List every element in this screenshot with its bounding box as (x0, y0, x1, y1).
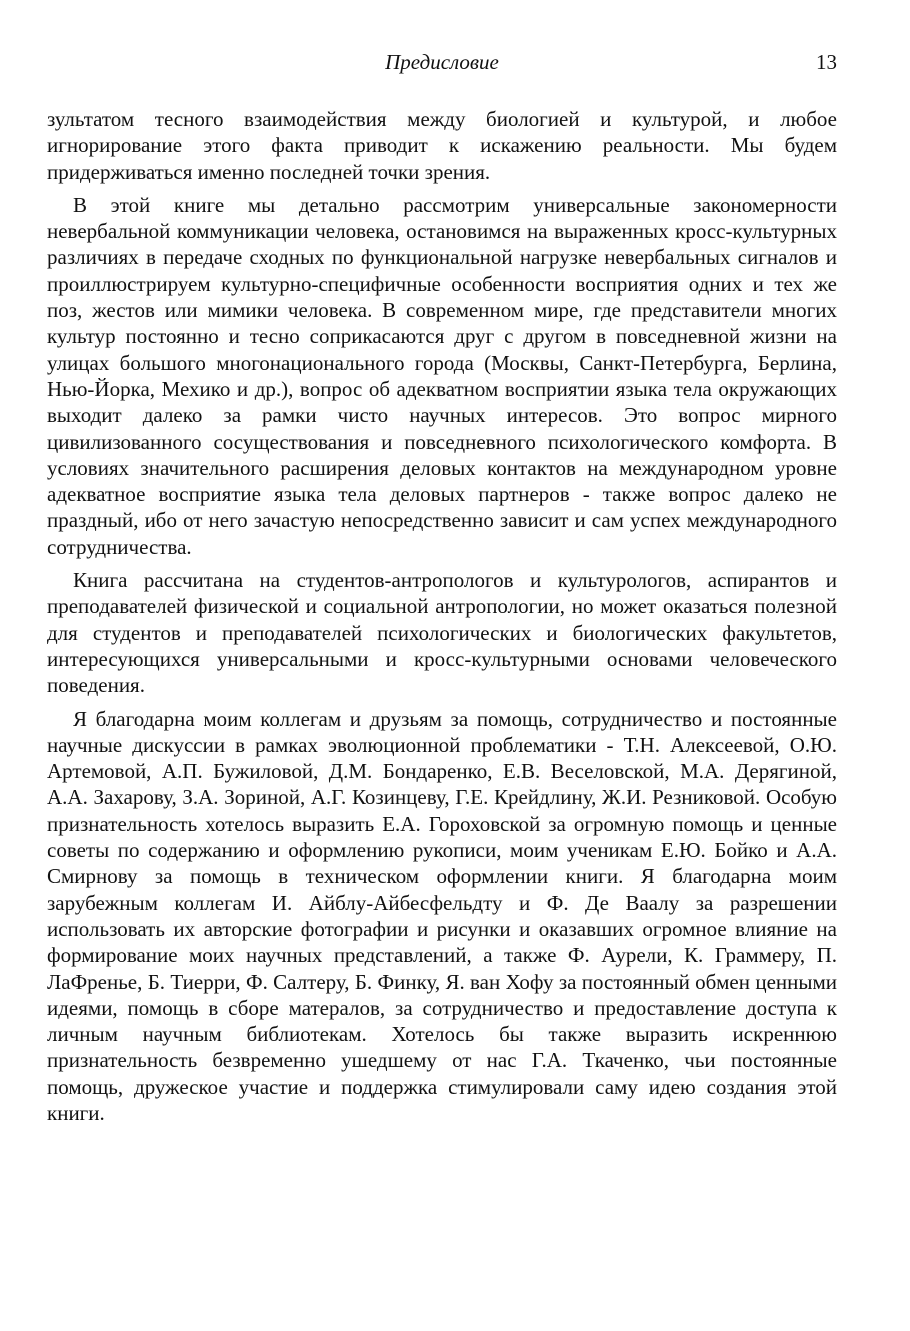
page-number: 13 (816, 50, 837, 74)
body-text (47, 106, 837, 1133)
paragraph-continuation: зультатом тесного взаимодействия между биологией и культурой, и любое игнорирование этого факта приводит к искажению реальности. Мы будем придерживаться именно последней точки зрения. (47, 107, 837, 184)
paragraph-book-scope: В этой книге мы детально рассмотрим универсальные закономерности невербальной коммуникации человека, остановимся на выраженных кросс-культурных различиях в передаче сходных по функциональной нагрузке невербальных сигналов и проиллюстрируем культурно-специфичные особенности восприятия одних и тех же поз, жестов или мимики человека. В современном мире, где представители многих культур постоянно и тесно соприкасаются друг с другом в повседневной жизни на улицах большого многонационального города (Москвы, Санкт-Петербурга, Берлина, Нью-Йорка, Мехико и др.), вопрос об адекватном восприятии языка тела окружающих выходит далеко за рамки чисто научных интересов. Это вопрос мирного цивилизованного сосуществования и повседневного психологического комфорта. В условиях значительного расширения деловых контактов на международном уровне адекватное восприятие языка тела деловых партнеров - также вопрос далеко не праздный, ибо от него зачастую непосредственно зависит и сам успех международного сотрудничества. (47, 192, 837, 559)
paragraph-acknowledgements: Я благодарна моим коллегам и друзьям за помощь, сотрудничество и постоянные научные дискуссии в рамках эволюционной проблематики - Т.Н. Алексеевой, О.Ю. Артемовой, А.П. Бужиловой, Д.М. Бондаренко, Е.В. Веселовской, М.А. Дерягиной, А.А. Захарову, З.А. Зориной, А.Г. Козинцеву, Г.Е. Крейдлину, Ж.И. Резниковой. Особую признательность хотелось выразить Е.А. Гороховской за огромную помощь и ценные советы по содержанию и оформлению рукописи, моим ученикам Е.Ю. Бойко и А.А. Смирнову за помощь в техническом оформлении книги. Я благодарна моим зарубежным коллегам И. Айблу-Айбесфельдту и Ф. Де Ваалу за разрешении использовать их авторские фотографии и рисунки и оказавших огромное влияние на формирование моих научных представлений, а также Ф. Аурели, К. Граммеру, П. ЛаФренье, Б. Тиерри, Ф. Салтеру, Б. Финку, Я. ван Хофу за постоянный обмен ценными идеями, помощь в сборе матералов, за сотрудничество и предоставление доступа к личным научным библиотекам. Хотелось бы также выразить искреннюю признательность безвременно ушедшему от нас Г.А. Ткаченко, чьи постоянные помощь, дружеское участие и поддержка стимулировали саму идею создания этой книги. (47, 706, 837, 1125)
running-header (47, 50, 837, 78)
paragraph-audience: Книга рассчитана на студентов-антропологов и культурологов, аспирантов и преподавателей физической и социальной антропологии, но может оказаться полезной для студентов и преподавателей психологических и биологических факультетов, интересующихся универсальными и кросс-культурными основами человеческого поведения. (47, 568, 837, 698)
running-title: Предисловие (385, 50, 499, 74)
